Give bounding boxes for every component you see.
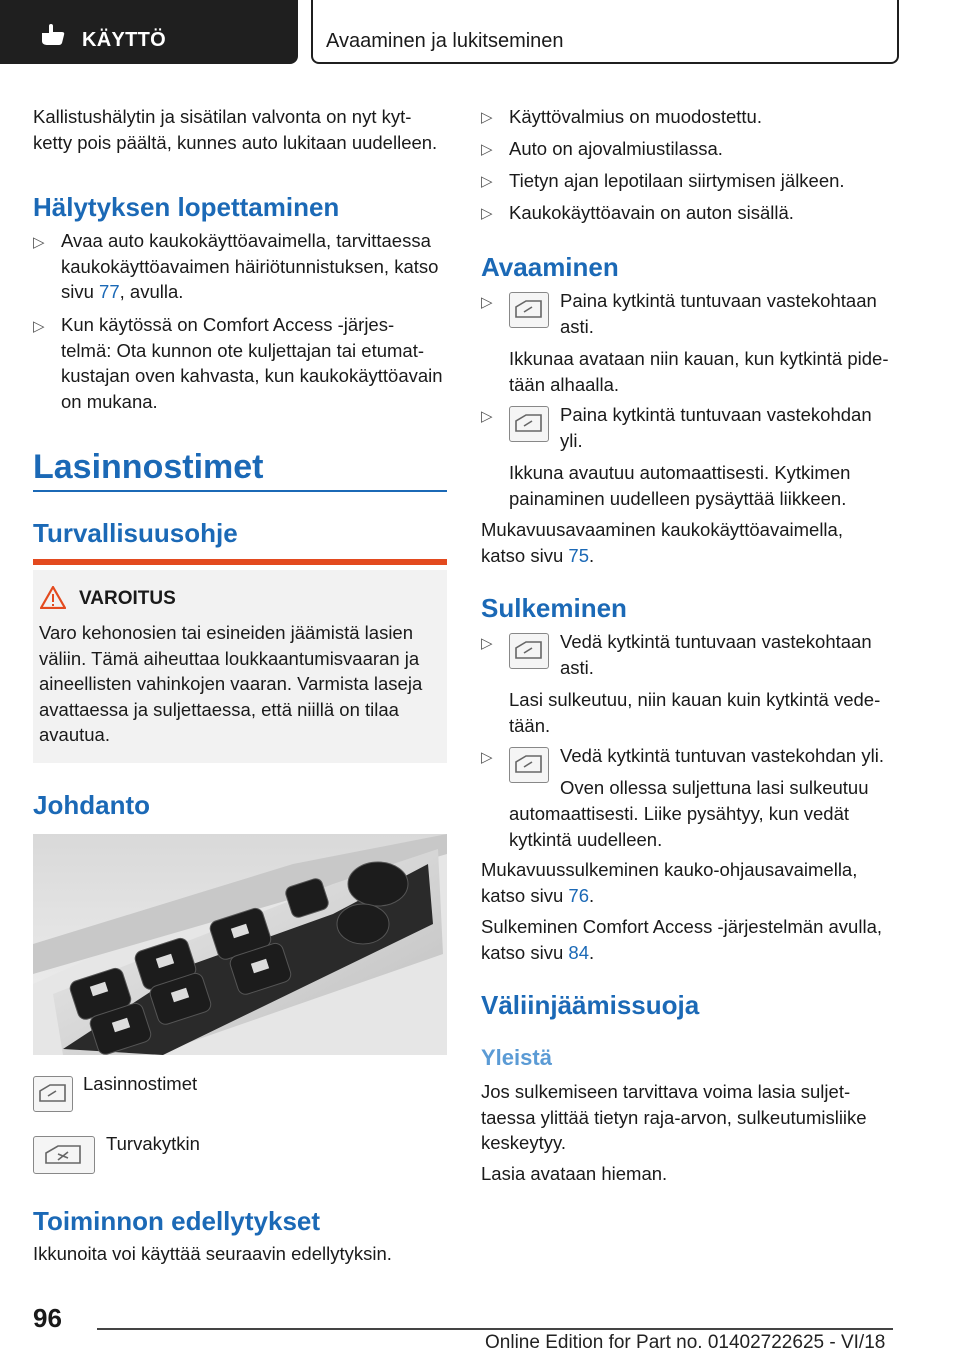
- text-line: avautua.: [39, 724, 110, 745]
- conditions-paragraph: [33, 1241, 453, 1267]
- heading-rule: [33, 490, 447, 492]
- text-line: Paina kytkintä tuntuvaan vastekohtaan: [560, 290, 877, 311]
- bullet-icon: ▷: [481, 205, 493, 222]
- text-line: Jos sulkemiseen tarvittava voima lasia suljet-: [481, 1081, 851, 1102]
- text-line: Varo kehonosien tai esineiden jäämistä lasien: [39, 622, 414, 643]
- text-line: katso sivu 76.: [481, 884, 595, 906]
- hand-pointer-icon: [40, 24, 66, 46]
- text-line: tään alhaalla.: [509, 373, 620, 395]
- bullet-icon: ▷: [481, 109, 493, 126]
- sub-paragraph: [509, 346, 909, 397]
- list-item: [61, 312, 451, 414]
- text-line: tään.: [509, 714, 551, 736]
- text-line: painaminen uudelleen pysäyttää liikkeen.: [509, 487, 847, 509]
- text-line: Avaa auto kaukokäyttöavaimella, tarvittaessa: [61, 230, 431, 251]
- text-line: väliin. Tämä aiheuttaa loukkaantumisvaaran ja: [39, 647, 420, 669]
- page-link[interactable]: 77: [99, 281, 120, 302]
- warning-title: VAROITUS: [79, 588, 176, 609]
- text-line: Vedä kytkintä tuntuvan vastekohdan yli.: [560, 745, 884, 766]
- intro-paragraph: [33, 104, 453, 155]
- window-switch-photo: [33, 834, 447, 1055]
- list-item: [560, 629, 900, 680]
- window-open-switch-icon: [509, 292, 549, 328]
- text-line: asti.: [560, 315, 594, 337]
- warning-bar: [33, 559, 447, 565]
- list-item: [560, 288, 900, 339]
- bullet-icon: ▷: [481, 408, 493, 425]
- text-line: Paina kytkintä tuntuvaan vastekohdan: [560, 404, 872, 425]
- page-number: 96: [33, 1303, 62, 1333]
- text-line: kaukokäyttöavaimen häiriötunnistuksen, katso: [61, 255, 439, 277]
- text-line: Ikkunoita voi käyttää seuraavin edellytyksin.: [33, 1243, 392, 1264]
- general-paragraph-2: [481, 1161, 901, 1187]
- list-item: ▷ Auto on ajovalmiustilassa.: [481, 138, 723, 159]
- heading-stop-alarm: Hälytyksen lopettaminen: [33, 192, 340, 222]
- list-item: [560, 402, 900, 453]
- text-line: yli.: [560, 429, 583, 451]
- list-item: [61, 228, 451, 305]
- page-link[interactable]: 75: [568, 544, 589, 566]
- page-link[interactable]: 76: [568, 884, 589, 906]
- text-line: avattaessa ja suljettaessa, että niillä on tilaa: [39, 698, 399, 720]
- sub-paragraph: [509, 460, 909, 511]
- text-line: taessa ylittää tietyn raja-arvon, sulkeutumisliike: [481, 1106, 867, 1128]
- warning-text: [39, 620, 444, 748]
- sub-paragraph: [509, 687, 909, 738]
- text-line: katso sivu 84.: [481, 941, 595, 963]
- page-link[interactable]: 84: [568, 941, 589, 963]
- text-line: asti.: [560, 656, 594, 678]
- text-line: Ikkuna avautuu automaattisesti. Kytkimen: [509, 462, 851, 483]
- list-item: ▷ Tietyn ajan lepotilaan siirtymisen jälkeen.: [481, 170, 845, 191]
- text-line: automaattisesti. Liike pysähtyy, kun vedät: [509, 803, 850, 824]
- text-line: kytkintä uudelleen.: [509, 828, 663, 850]
- text-line: Ikkunaa avataan niin kauan, kun kytkintä pide-: [509, 348, 889, 369]
- safety-switch-legend-icon: [33, 1136, 95, 1174]
- comfort-open-paragraph: [481, 517, 901, 568]
- text-line: on mukana.: [61, 390, 158, 412]
- text-line: Lasia avataan hieman.: [481, 1163, 668, 1184]
- sub-paragraph: [560, 775, 900, 801]
- general-paragraph: [481, 1079, 901, 1156]
- footer-rule: [97, 1328, 893, 1330]
- text-line: Vedä kytkintä tuntuvaan vastekohtaan: [560, 631, 872, 652]
- window-close-switch-icon: [509, 633, 549, 669]
- bullet-icon: ▷: [33, 234, 45, 251]
- list-item: ▷ Käyttövalmius on muodostettu.: [481, 106, 762, 127]
- legend-safety-switch: Turvakytkin: [106, 1133, 200, 1154]
- text-line: kustajan oven kahvasta, kun kaukokäyttöavain: [61, 365, 443, 386]
- header-chapter-title: Avaaminen ja lukitseminen: [326, 30, 564, 52]
- window-open-switch-icon: [509, 406, 549, 442]
- heading-opening: Avaaminen: [481, 252, 619, 282]
- comfort-close-paragraph: [481, 857, 901, 908]
- bullet-icon: ▷: [481, 635, 493, 652]
- footer-edition: Online Edition for Part no. 01402722625 - VI/18: [485, 1332, 886, 1353]
- text-line: Mukavuusavaaminen kaukokäyttöavaimella,: [481, 519, 843, 540]
- bullet-icon: ▷: [481, 141, 493, 158]
- heading-safety: Turvallisuusohje: [33, 518, 238, 548]
- warning-triangle-icon: [40, 586, 66, 609]
- text-line: katso sivu 75.: [481, 544, 595, 566]
- window-close-switch-icon: [509, 747, 549, 783]
- text-line: Sulkeminen Comfort Access -järjestelmän avulla,: [481, 916, 882, 937]
- subheading-general: Yleistä: [481, 1045, 552, 1070]
- text-line: Oven ollessa suljettuna lasi sulkeutuu: [560, 777, 869, 798]
- text-line: keskeytyy.: [481, 1132, 566, 1153]
- text-line: ketty pois päältä, kunnes auto lukitaan uudelleen.: [33, 131, 438, 153]
- heading-closing: Sulkeminen: [481, 593, 627, 623]
- bullet-icon: ▷: [33, 318, 45, 335]
- condition-list: [481, 104, 901, 232]
- text-line: sivu 77, avulla.: [61, 281, 184, 302]
- heading-pinch-protection: Väliinjäämissuoja: [481, 990, 700, 1020]
- header-section-label: KÄYTTÖ: [82, 29, 167, 51]
- bullet-icon: ▷: [481, 749, 493, 766]
- text-line: aineellisten vahinkojen vaaran. Varmista laseja: [39, 673, 423, 694]
- bullet-icon: ▷: [481, 173, 493, 190]
- chapter-heading-windows: Lasinnostimet: [33, 448, 264, 486]
- text-line: Mukavuussulkeminen kauko-ohjausavaimella,: [481, 859, 858, 880]
- legend-windows: Lasinnostimet: [83, 1073, 198, 1094]
- access-close-paragraph: [481, 914, 901, 965]
- window-switch-legend-icon: [33, 1076, 73, 1112]
- heading-introduction: Johdanto: [33, 790, 150, 820]
- list-item: [560, 743, 900, 769]
- text-line: Kallistushälytin ja sisätilan valvonta on nyt kyt-: [33, 106, 412, 127]
- text-line: telmä: Ota kunnon ote kuljettajan tai etumat-: [61, 339, 425, 361]
- bullet-icon: ▷: [481, 294, 493, 311]
- text-line: Kun käytössä on Comfort Access -järjes-: [61, 314, 395, 335]
- heading-conditions: Toiminnon edellytykset: [33, 1206, 321, 1236]
- text-line: Lasi sulkeutuu, niin kauan kuin kytkintä vede-: [509, 689, 881, 710]
- list-item: ▷ Kaukokäyttöavain on auton sisällä.: [481, 202, 794, 223]
- sub-paragraph: [509, 801, 909, 852]
